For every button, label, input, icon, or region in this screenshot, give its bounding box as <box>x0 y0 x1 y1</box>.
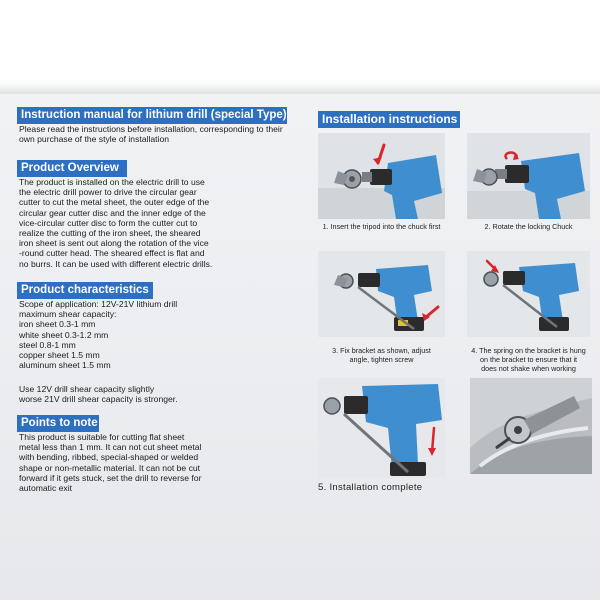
characteristics-line: maximum shear capacity: <box>19 309 117 320</box>
step-caption-line: 3. Fix bracket as shown, adjust <box>332 346 431 355</box>
overview-line: iron sheet is sent out along the rotation of the vice <box>19 238 209 249</box>
product-characteristics-text <box>19 299 177 370</box>
overview-line: the electric drill power to drive the circular gear <box>19 187 197 198</box>
overview-line: cutter to cut the metal sheet, the outer edge of the <box>19 197 210 208</box>
step-4-photo <box>467 251 590 337</box>
step-2-caption <box>467 222 590 231</box>
step-3-caption <box>318 346 445 364</box>
overview-line: -round cutter head. The sheared effect is flat and <box>19 248 205 259</box>
step-caption-line: 1. Insert the tripod into the chuck first <box>322 222 441 231</box>
points-line: metal less than 1 mm. It can not cut sheet metal <box>19 442 202 453</box>
step-caption-line: 5. Installation complete <box>318 482 423 493</box>
overview-line: realize the cutting of the iron sheet, the sheared <box>19 228 201 239</box>
step-4-caption <box>467 346 590 373</box>
capacity-note-line: Use 12V drill shear capacity slightly <box>19 384 155 394</box>
step-5-caption <box>318 482 458 493</box>
characteristics-line: aluminum sheet 1.5 mm <box>19 360 111 371</box>
step-caption-line: 4. The spring on the bracket is hung <box>471 346 586 355</box>
product-characteristics-header <box>17 282 153 299</box>
points-line: forward if it gets stuck, set the drill to reverse for <box>19 472 202 483</box>
product-characteristics-title: Product characteristics <box>21 284 149 296</box>
points-line: shape or non-metallic material. It can not be cut <box>19 462 201 473</box>
step-3-illustration <box>318 251 445 337</box>
product-overview-title: Product Overview <box>21 162 119 174</box>
step-1-photo <box>318 133 445 219</box>
step-6-photo <box>470 378 592 474</box>
installation-instructions-title: Installation instructions <box>322 112 458 126</box>
step-3-photo <box>318 251 445 337</box>
step-1-caption <box>318 222 445 231</box>
product-overview-text <box>19 177 212 269</box>
overview-line: circular gear cutter disc and the inner edge of the <box>19 207 206 218</box>
step-caption-line: angle, tighten screw <box>349 355 414 364</box>
manual-title-header <box>17 107 287 124</box>
characteristics-line: white sheet 0.3-1.2 mm <box>19 329 109 340</box>
manual-title: Instruction manual for lithium drill (special Type) <box>21 109 287 121</box>
overview-line: no burrs. It can be used with different electric drills. <box>19 258 213 269</box>
step-2-illustration <box>467 133 590 219</box>
step-caption-line: 2. Rotate the locking Chuck <box>484 222 573 231</box>
product-overview-header <box>17 160 127 177</box>
intro-text <box>19 124 283 144</box>
characteristics-line: Scope of application: 12V-21V lithium drill <box>19 299 178 309</box>
step-1-illustration <box>318 133 445 219</box>
characteristics-line: steel 0.8-1 mm <box>19 339 76 350</box>
intro-line: own purchase of the style of installation <box>19 134 170 145</box>
step-caption-line: on the bracket to ensure that it <box>479 355 578 364</box>
points-line: automatic exit <box>19 483 73 494</box>
sheet-shadow <box>0 84 600 94</box>
step-6-illustration <box>470 378 592 474</box>
characteristics-line: copper sheet 1.5 mm <box>19 350 100 361</box>
overview-line: vice-circular cutter disc to form the cutter cut to <box>19 217 198 228</box>
overview-line: The product is installed on the electric drill to use <box>19 177 205 187</box>
installation-instructions-header <box>318 111 460 128</box>
capacity-note-line: worse 21V drill shear capacity is stronger. <box>19 394 178 405</box>
capacity-note-text <box>19 384 178 404</box>
step-5-illustration <box>318 378 445 478</box>
points-line: with bending, ribbed, special-shaped or welded <box>19 452 199 463</box>
step-5-photo <box>318 378 445 478</box>
characteristics-line: iron sheet 0.3-1 mm <box>19 319 96 330</box>
step-2-photo <box>467 133 590 219</box>
step-4-illustration <box>467 251 590 337</box>
points-to-note-header <box>17 415 99 432</box>
points-line: This product is suitable for cutting flat sheet <box>19 432 185 442</box>
intro-line: Please read the instructions before installation, corresponding to their <box>19 124 283 134</box>
points-to-note-text <box>19 432 201 493</box>
step-caption-line: does not shake when working <box>481 364 576 373</box>
points-to-note-title: Points to note <box>21 417 98 429</box>
